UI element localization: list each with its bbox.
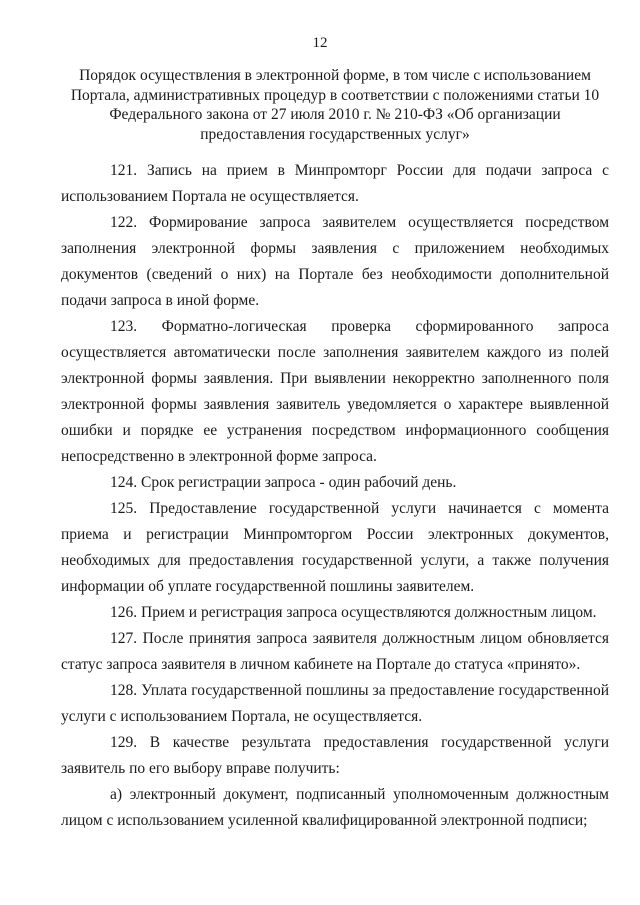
- paragraph-129: 129. В качестве результата предоставления государственной услуги заявитель по его выбору вправе получить:: [61, 734, 609, 777]
- paragraph-129-a: а) электронный документ, подписанный уполномоченным должностным лицом с использованием усиленной квалифицированной электронной подписи;: [61, 786, 609, 829]
- page-number: 12: [312, 35, 328, 51]
- document-body: [61, 158, 609, 834]
- paragraph-126: 126. Прием и регистрация запроса осуществляются должностным лицом.: [110, 604, 597, 621]
- paragraph-123: 123. Форматно-логическая проверка сформированного запроса осуществляется автоматически после заполнения заявителем каждого из полей электронной формы заявления. При выявлении некорректно заполненного поля электронной формы заявления заявитель уведомляется о характере выявленной ошибки и порядке ее устранения посредством информационного сообщения непосредственно в электронной форме запроса.: [61, 318, 609, 465]
- paragraph-121: 121. Запись на прием в Минпромторг России для подачи запроса с использованием Портала не осуществляется.: [61, 162, 609, 205]
- paragraph-128: 128. Уплата государственной пошлины за предоставление государственной услуги с использованием Портала, не осуществляется.: [61, 682, 609, 725]
- paragraph-122: 122. Формирование запроса заявителем осуществляется посредством заполнения электронной формы заявления с приложением необходимых документов (сведений о них) на Портале без необходимости дополнительной подачи запроса в иной форме.: [61, 214, 609, 309]
- paragraph-124: 124. Срок регистрации запроса - один рабочий день.: [110, 474, 457, 491]
- paragraph-127: 127. После принятия запроса заявителя должностным лицом обновляется статус запроса заявителя в личном кабинете на Портале до статуса «принято».: [61, 630, 609, 673]
- paragraph-125: 125. Предоставление государственной услуги начинается с момента приема и регистрации Минпромторгом России электронных документов, необходимых для предоставления государственной услуги, а также получения информации об уплате государственной пошлины заявителем.: [61, 500, 609, 595]
- section-heading: Порядок осуществления в электронной форме, в том числе с использованием Портала, административных процедур в соответствии с положениями статьи 10 Федерального закона от 27 июля 2010 г. № 210-ФЗ «Об организации предоставления государственных услуг»: [70, 67, 600, 143]
